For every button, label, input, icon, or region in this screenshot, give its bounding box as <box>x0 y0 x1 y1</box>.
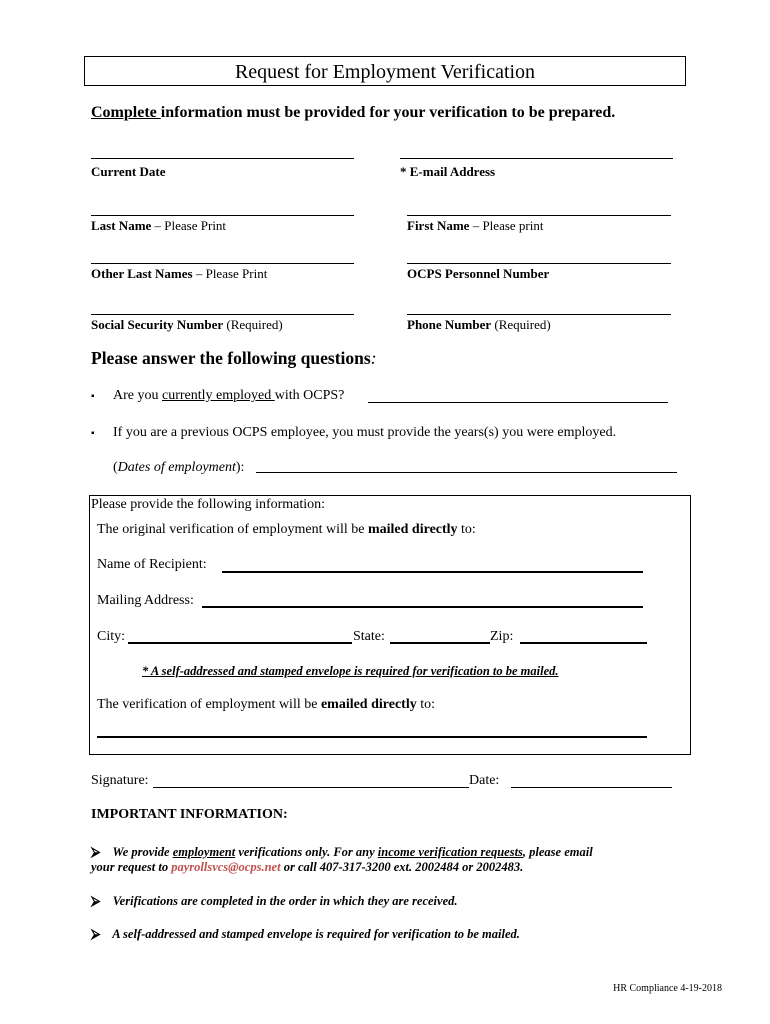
info-box-header: Please provide the following information: <box>91 497 326 512</box>
item2-text: Verifications are completed in the order in which they are received. <box>112 894 458 908</box>
mailing-address-label: Mailing Address: <box>97 593 194 608</box>
questions-heading-text: Please answer the following questions <box>91 348 371 368</box>
mailed-directly-text <box>97 522 476 538</box>
question-previous-employee: If you are a previous OCPS employee, you must provide the years(s) you were employed. <box>113 425 617 440</box>
current-date-line[interactable] <box>91 158 354 159</box>
item1-mid: verifications only. For any <box>235 845 378 859</box>
important-item-1-line2 <box>91 860 523 875</box>
emailed-bold: emailed directly <box>320 697 417 712</box>
last-name-line[interactable] <box>91 215 354 216</box>
recipient-line[interactable] <box>222 571 643 573</box>
zip-line[interactable] <box>520 642 647 644</box>
signature-line[interactable] <box>153 787 469 788</box>
currently-employed-line[interactable] <box>368 402 668 403</box>
intro-text <box>91 104 615 122</box>
first-name-label <box>407 218 543 234</box>
mailing-address-line[interactable] <box>202 606 643 608</box>
date-line[interactable] <box>511 787 672 788</box>
intro-underlined: Complete <box>91 104 161 121</box>
first-name-label-rest: – Please print <box>469 218 544 233</box>
emailed-address-line[interactable] <box>97 736 647 738</box>
city-label: City: <box>97 629 126 644</box>
signature-label: Signature: <box>91 773 149 788</box>
q1-post: with OCPS? <box>274 388 345 403</box>
intro-rest: information must be provided for your verification to be prepared. <box>160 104 616 121</box>
envelope-note: * A self-addressed and stamped envelope is required for verification to be mailed. <box>142 664 559 678</box>
dates-open: ( <box>113 460 118 475</box>
arrow-icon: ⮚ <box>91 893 101 908</box>
emailed-directly-text <box>97 697 435 713</box>
other-last-names-label <box>91 266 267 282</box>
ssn-label <box>91 317 283 333</box>
mailed-post: to: <box>457 522 476 537</box>
other-last-names-label-bold: Other Last Names <box>91 266 193 281</box>
email-line[interactable] <box>400 158 673 159</box>
last-name-label-bold: Last Name <box>91 218 152 233</box>
last-name-label-rest: – Please Print <box>151 218 227 233</box>
mailed-pre: The original verification of employment will be <box>97 522 368 537</box>
arrow-icon: ⮚ <box>91 844 101 859</box>
item1-line2-post: or call 407-317-3200 ext. 2002484 or 2002483. <box>280 860 524 874</box>
item1-underlined-employment: employment <box>172 845 236 859</box>
important-item-1 <box>91 844 593 860</box>
ocps-personnel-label: OCPS Personnel Number <box>407 266 550 281</box>
first-name-line[interactable] <box>407 215 671 216</box>
emailed-post: to: <box>416 697 435 712</box>
phone-label-bold: Phone Number <box>407 317 492 332</box>
dates-italic: Dates of employment <box>117 460 236 475</box>
last-name-label <box>91 218 226 234</box>
phone-line[interactable] <box>407 314 671 315</box>
other-last-names-line[interactable] <box>91 263 354 264</box>
footer-compliance: HR Compliance 4-19-2018 <box>613 983 722 994</box>
important-item-2 <box>91 893 458 909</box>
item3-text: A self-addressed and stamped envelope is required for verification to be mailed. <box>112 927 520 941</box>
ssn-label-rest: (Required) <box>223 317 283 332</box>
questions-heading <box>91 348 377 369</box>
mailed-bold: mailed directly <box>367 522 458 537</box>
item1-underlined-income: income verification requests <box>377 845 523 859</box>
question-currently-employed <box>113 388 344 404</box>
payroll-email-link[interactable]: payrollsvcs@ocps.net <box>171 860 281 874</box>
q1-pre: Are you <box>113 388 162 403</box>
state-label: State: <box>353 629 385 644</box>
form-title: Request for Employment Verification <box>84 56 686 86</box>
recipient-label: Name of Recipient: <box>97 557 207 572</box>
arrow-icon: ⮚ <box>91 926 101 941</box>
emailed-pre: The verification of employment will be <box>97 697 321 712</box>
bullet-icon: ▪ <box>91 391 95 402</box>
first-name-label-bold: First Name <box>407 218 470 233</box>
ocps-personnel-line[interactable] <box>407 263 671 264</box>
state-line[interactable] <box>390 642 490 644</box>
important-item-3 <box>91 926 520 942</box>
phone-label-rest: (Required) <box>491 317 551 332</box>
current-date-label: Current Date <box>91 164 166 179</box>
city-line[interactable] <box>128 642 352 644</box>
ssn-label-bold: Social Security Number <box>91 317 224 332</box>
q1-underlined: currently employed <box>162 388 275 403</box>
item1-post: , please email <box>522 845 593 859</box>
questions-heading-colon: : <box>370 348 377 368</box>
item1-pre: We provide <box>112 845 173 859</box>
bullet-icon: ▪ <box>91 428 95 439</box>
date-label: Date: <box>469 773 500 788</box>
item1-line2-pre: your request to <box>91 860 172 874</box>
dates-of-employment-label <box>113 460 244 476</box>
ssn-line[interactable] <box>91 314 354 315</box>
dates-close: ): <box>235 460 245 475</box>
zip-label: Zip: <box>490 629 514 644</box>
important-heading: IMPORTANT INFORMATION: <box>91 807 288 822</box>
phone-label <box>407 317 551 333</box>
dates-of-employment-line[interactable] <box>256 472 677 473</box>
email-label: * E-mail Address <box>400 164 496 179</box>
other-last-names-label-rest: – Please Print <box>192 266 268 281</box>
